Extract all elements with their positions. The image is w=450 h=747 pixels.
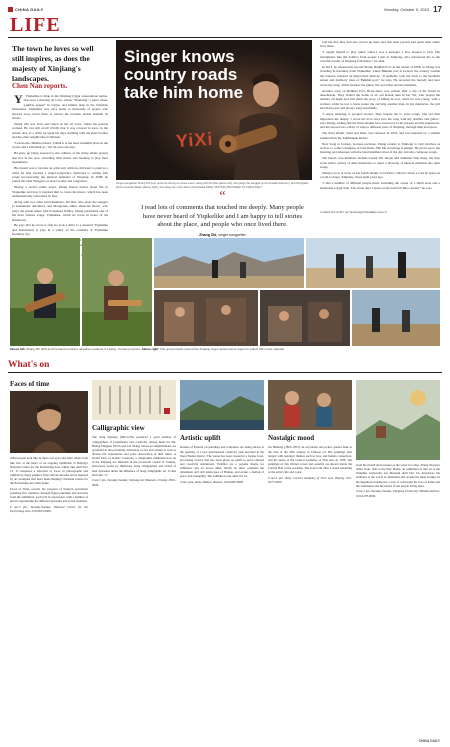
masthead-date: Monday, October 9, 2023: [384, 6, 430, 12]
page-number: 17: [433, 4, 442, 14]
whats-on-divider: [8, 372, 442, 373]
event-artistic-uplift: [180, 376, 264, 486]
event-venue: 9 am-5 pm, daily. Central Academy of Fine Arts, Beijing. 010-6477-0000.: [268, 475, 352, 485]
event-venue: 9 am-5 pm, daily. Haikou, Hainan. 010-6000-0000.: [180, 480, 244, 485]
event-calligraphic-view: [92, 376, 176, 488]
paragraph: He grew up being exposed to the cultures of the many ethnic groups that live in the area, absorbing their music and learning to play their instruments.: [12, 151, 108, 165]
event-paragraph: Faces of Time, reveals the progress of Western portraiture spanning five centuries, through figure paintings and artworks from the exhibition, each rich in expression, with a number of pieces representing the different dynasties and social elements.: [10, 486, 88, 504]
paragraph: "I taught myself to play guitar when I was a teenager. I also learned to play folk instruments like the dombra from people I met in Xinjiang, who introduced me to the colorful sounds of Xinjiang folk music," he adds.: [320, 50, 440, 64]
photo-rehearsal-1: [10, 238, 80, 346]
drop-cap: Y: [14, 92, 23, 106]
footer-brand: CHINA DAILY: [418, 739, 440, 743]
event-nostalgic-mood: [268, 376, 352, 486]
event-thumbnail: [268, 380, 352, 430]
contact-line: Contact the writer at chennan@chinadaily.com.cn: [320, 210, 387, 214]
paragraph: Zhang Zhi was born and raised in the oil town, where his parents worked. He can still recall vividly that it was covered in snow in the winter, and, as a child, he spent his days sledding with his elder brother and the other neighborhood children.: [12, 121, 108, 140]
paragraph: told me that they had also grown up there and that their parents had spent their entire lives there.: [320, 40, 440, 49]
article-column-1: [12, 92, 108, 237]
article-byline: Chen Nan reports.: [12, 82, 68, 90]
paragraph: Along with two other band members, Du Wei, who plays the sanggar (a homemade dulcimer), and Mongolian ethnic musician Bawu, who plays the morin khuur (the horsehead fiddle), Zhang performed one of his most famous songs, Yiqikelike, which he wrote in honor of his hometown.: [12, 199, 108, 222]
event-paragraph: Xu Beihong (1895-1953), an oil painter and writer, gained fame at the turn of the 20th century in Chinese art. His paintings deal largely with nostalgic themes such as love, and human connection, and the series at the Central Academy of Fine Arts in 1936. Ten paintings of this vibrant colors and serenity are shown inside the Central Hall of the academy. The event will offer a visual rendering of the artist's life and work.: [268, 445, 352, 475]
pull-quote-name: Zhang Zhi,: [199, 232, 218, 237]
event-thumbnail: [356, 380, 440, 460]
caption-left-label: Above left:: [10, 347, 26, 351]
photo-travel-3-art: [154, 290, 258, 346]
paragraph: "Leaves me childhood there. I think it is the most beautiful place in the world, and I still think so," the 50-year-old says.: [12, 141, 108, 150]
pull-quote-text: I read lots of comments that touched me deeply. Many people have never heard of Yiqikelike and I am happy to tell stories about the place, and people who once lived there.: [141, 204, 304, 229]
event-faces-of-time: [10, 376, 88, 515]
article-deck: The town he loves so well still inspires, as does the majesty of Xinjiang's landscapes.: [12, 44, 94, 83]
whats-on-title: What's on: [8, 360, 50, 370]
event-title: Faces of time: [10, 380, 50, 388]
paragraph: "I enjoy listening to people's stories. They inspire me to write songs. The old man impressed me deeply. I wrote his love story into the song with my dombra and guitar," says Zhang, adding that his three albums have been love to his parents and his hometown, and the second was a diary of trips to different parts of Xinjiang, through time and space.: [320, 112, 440, 130]
section-title: LIFE: [10, 14, 61, 36]
event-venue: 9 am-5 pm, Tuesday-Sunday. National Centre for the Performing Arts. 010-6655-0000.: [10, 505, 88, 514]
paragraph: New Song to Lidong, because previous, Zhang returns to Xinjiang to visit relatives as well as to collect examples of folk music. His life in Lidong is simple. He grows up to the morning and rehearses with the band members most of the day and also composes songs.: [320, 141, 440, 155]
paragraph: [12, 94, 108, 120]
event-thumbnail: [180, 380, 264, 430]
landscape-painting-art: [180, 380, 264, 430]
paragraph-text: Yiqikelike is Kiqu in the Xinjiang Uygur autonomous region, that once a thriving oil town, whose "Shunxing" a place where papillae appear" in Uygur, and hidden deep in the Tianshan Mountains. Yiqikelike was once home to thousands of people who labored away down there to extract the treasure buried beneath its streets.: [12, 94, 108, 121]
article-column-5: [320, 40, 440, 208]
caption-right-label: Above right:: [141, 347, 160, 351]
pull-quote-attribution: [135, 233, 310, 237]
masthead: [8, 4, 442, 14]
hero-headline: Singer knows country roads take him home: [124, 47, 244, 102]
photo-travel-4: [260, 290, 350, 346]
photo-rehearsal-2: [82, 238, 152, 346]
event-title: Artistic uplift: [180, 434, 221, 442]
pull-quote-role: singer-songwriter: [218, 232, 246, 237]
brand-logo-icon: [8, 7, 13, 12]
photo-travel-1: [154, 238, 304, 288]
event-title: Calligraphic view: [92, 424, 145, 432]
hero-yixi-logo: YiXi: [175, 128, 214, 152]
figures-painting-art: [268, 380, 352, 430]
photo-travel-5: [352, 290, 440, 346]
calligraphy-art: [92, 380, 176, 420]
paragraph: In 2013, he released his second album, Bulkhin Port. In the winter of 2008, as Zhang was traveling in Karamay from Yiqikelike, where Bulkhin port is located, the scenery outside the window inspired an improvised melody. "It suddenly took me back to the beautiful sunset and mulberry trees of Bulkhin port," he says. He recorded the melody and later wrote the song, which features the guitar, the accordion and the marimba.: [320, 65, 440, 87]
caption-left-text: Zhang Zhi (left) and his band members rehearse outdoors in Lijiang, Yunnan province.: [26, 347, 141, 351]
photo-travel-5-art: [352, 290, 440, 346]
hero-caption: Singer-songwriter Zhang Zhi (top) performs during an online event, along with Du Wei (above left), who plays the sanggar (a homemade dulcimer), and Mongolian ethnic musician Bawu (above right), who plays the morin khuur (horsehead fiddle). PHOTOS PROVIDED TO CHINA DAILY: [116, 182, 309, 189]
masthead-brand: CHINA DAILY: [15, 6, 44, 12]
paragraph: The band's core members include bassist Wu Jiaojia and drummer Wen Peng, but they work with a variety of other musicians, to inject a diversity of musical elements into their songs.: [320, 156, 440, 170]
pull-quote: [135, 190, 310, 237]
photo-travel-2: [306, 238, 440, 288]
event-venue: 9 am-5 pm, Tuesday-Sunday. Xinjiang Art Museum, Urumqi. 0991-0000.: [92, 478, 176, 487]
hero-photo: [116, 40, 312, 180]
event-paragraph: from the mouth and pressure of the water for other. Zhang Xiaoyu's debut book, Ode to the Way Home, an exhibition of this art at the Tsinghua University Art Museum until Dec 19, introduces the audience to the world of animation and reveals his inner feeling. In his Ingenious brushwork, a way of conveying his love of home and the sentiments and the nature of the people living there.: [356, 463, 440, 488]
caption-right-text: The group travels around the Xinjiang Uygur autonomous region to collect folk music material.: [160, 347, 285, 351]
event-thumbnail: [92, 380, 176, 420]
portrait-painting-art: [10, 391, 88, 453]
photo-travel-4-art: [260, 290, 350, 346]
event-venue: 9 am-5 pm, Tuesday-Sunday. Tsinghua University, Haidian district. 010-6278-0000.: [356, 489, 440, 498]
event-paragraph: Dozens of Eastern oil paintings and sculptures are being shown at the opening of a new international creativity park unveiled in the Jiaoji Namei district. The venue has been created in a former food-processing factory that has been given an uplift to serve cultural and creativity institutions. Exhibits are a popular theme for exhibitors and art lovers alike. Works on show celebrate the dynamism and rich landscapes of Hainan, and evoke a feeling of peace and tranquility. The exhibition runs until Oct 22.: [180, 445, 264, 479]
paragraph: He says that he wrote it after he took a drive to a deserted Yiqikelike and instrument) to play in a valley on the outskirts of Yiqikelike Karamay city.: [12, 223, 108, 237]
photo-rehearsal-1-art: [10, 238, 80, 346]
event-ode-to-the-way-home: [356, 376, 440, 499]
photo-travel-1-art: [154, 238, 304, 288]
paragraph: "I met a number of different people there, including the owner of a small store and a handsome Uygur man. The seven days I spent on the train felt like a dream," he says.: [320, 181, 440, 190]
photo-travel-3: [154, 290, 258, 346]
animation-still-art: [356, 380, 440, 460]
event-paragraph: What people look like in their own eyes and other others look like live at the heart of an ongoing exhibition at Beijing's National Centre for the Performing Arts, which runs until Nov 12. It comprises a selection of faces in photographs and exhibits by many painters from various decades and is inspired by art examples that have made Beijing's National Centre for the Performing Arts their home.: [10, 456, 88, 486]
photo-strip-caption: [10, 348, 440, 352]
event-title: Nostalgic mood: [268, 434, 315, 442]
paragraph: Zhang is now at work on his fourth album, Lost River, which is about a road he spent on a train to Kuqa, Xinjiang, about eight years ago.: [320, 170, 440, 180]
paragraph: Another song on Bulkhin Port, Horse-man, was written after a trip of his friend in Aksehastan. They visited the home of an old Kazak man in his 70s, who played the dombra all night and told them the story of falling in love, when he was young, with a woman, while he lost a horse under the carrying another man. In his memories, the girl had black eyes and always sang beautifully.: [320, 88, 440, 111]
paragraph: The third album, Sand and Dust, was released in 2016, and was inspired by a sudden sandstorm in the Taklimakan Desert.: [320, 131, 440, 140]
paragraph: During a recent online event, Zhang shared stories about life in Yiqikelike and how it inspired him to create his music, which has been enthusiastically welcomed by fans.: [12, 185, 108, 199]
quote-mark-icon: “: [219, 189, 226, 204]
photo-travel-2-art: [306, 238, 440, 288]
event-paragraph: The Song Dynasty (960-1279) produced a great number of calligraphers of prominence and creativity, among them Su Shi, Huang Tingjian, Mi Fu and Cai Xiang, whose accomplishments are grounded in the prevailing cultivation of arts and culture as well as diverse life experiences and acute observation of their times. A Grand View of Artistic Creations, a calligraphic exhibition now on at the Xinjiang Art Museum in the provincial capital of Urumqi, showcases works by illustrious Song calligraphers and artists of later dynasties under the influence of Song calligraphic art. It runs until Dec 17.: [92, 435, 176, 477]
photo-rehearsal-2-art: [82, 238, 152, 346]
section-divider: [8, 37, 442, 38]
event-thumbnail: [10, 391, 88, 453]
paragraph: His dream was to become an artist and, while he did learn to paint as a child, he later became a singer-songwriter, dedicated to writing folk songs incorporating the musical elements of Xinjiang. In 2008, he joined the band Yiyegazo as lead vocalist and songwriter.: [12, 166, 108, 184]
